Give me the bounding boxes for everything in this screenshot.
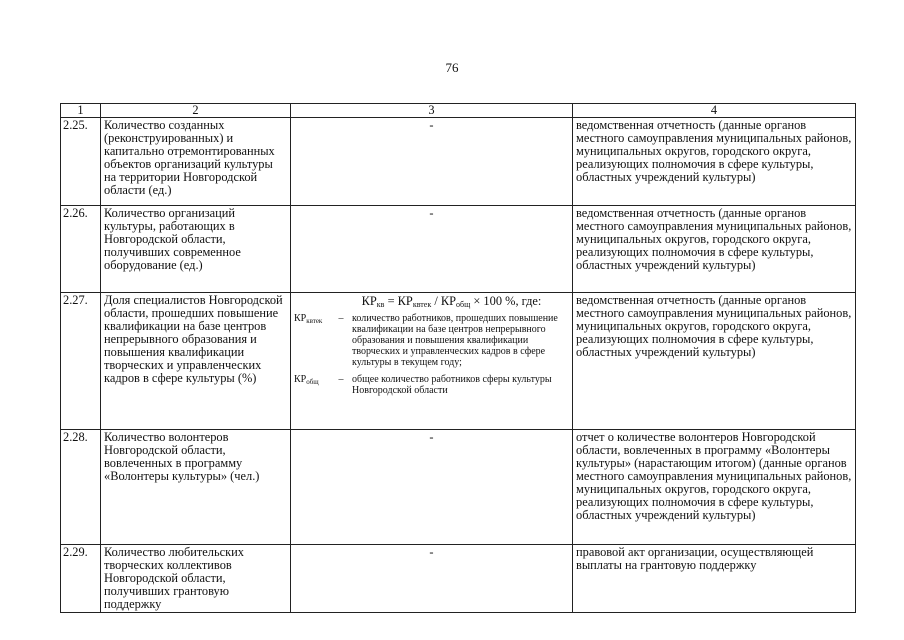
- formula-definition: [294, 313, 569, 368]
- indicator-name: Количество любительских творческих коллективов Новгородской области, получивших грантовую поддержку: [101, 545, 291, 613]
- data-source: ведомственная отчетность (данные органов местного самоуправления муниципальных районов, муниципальных округов, городского округа, реализующих полномочия в сфере культуры, областных учреждений культуры): [573, 293, 856, 430]
- formula-lhs: КР: [361, 294, 377, 308]
- indicator-table: [60, 103, 856, 613]
- table-header-row: [61, 104, 856, 118]
- definition-dash: –: [338, 313, 344, 324]
- definition-symbol: $КР_{квтек}$: [294, 313, 323, 325]
- header-col-3: 3: [291, 104, 573, 118]
- data-source: ведомственная отчетность (данные органов местного самоуправления муниципальных районов, муниципальных округов, городского округа, реализующих полномочия в сфере культуры, областных учреждений культуры): [573, 206, 856, 293]
- table-row: [61, 545, 856, 613]
- row-number: 2.25.: [61, 118, 101, 206]
- formula-tail: × 100 %, где:: [470, 294, 542, 308]
- definition-text: количество работников, прошедших повышение квалификации на базе центров непрерывного образования и повышения квалификации творческих и управленческих кадров в сфере культуры в текущем году;: [352, 313, 558, 368]
- header-col-1: 1: [61, 104, 101, 118]
- indicator-name: Количество волонтеров Новгородской области, вовлеченных в программу «Волонтеры культуры» (чел.): [101, 430, 291, 545]
- table-row: [61, 293, 856, 430]
- row-number: 2.29.: [61, 545, 101, 613]
- formula-b: КР: [440, 294, 457, 308]
- table-row: [61, 430, 856, 545]
- formula-div: /: [431, 294, 441, 308]
- data-source: ведомственная отчетность (данные органов местного самоуправления муниципальных районов, муниципальных округов, городского округа, реализующих полномочия в сфере культуры, областных учреждений культуры): [573, 118, 856, 206]
- indicator-name: Количество созданных (реконструированных) и капитально отремонтированных объектов организаций культуры на территории Новгородской области (ед.): [101, 118, 291, 206]
- row-number: 2.28.: [61, 430, 101, 545]
- calculation-method: -: [291, 206, 573, 293]
- calculation-method: [291, 293, 573, 430]
- indicator-name: Доля специалистов Новгородской области, прошедших повышение квалификации на базе центров непрерывного образования и повышения квалификации творческих и управленческих кадров в сфере культуры (%): [101, 293, 291, 430]
- table-row: [61, 206, 856, 293]
- page-number: 76: [445, 60, 459, 75]
- formula-a-sub: квтек: [412, 300, 432, 309]
- definition-symbol: $КР_{общ}$: [294, 374, 319, 386]
- header-col-2: 2: [101, 104, 291, 118]
- formula-a: КР: [397, 294, 413, 308]
- calculation-method: -: [291, 430, 573, 545]
- header-col-4: 4: [573, 104, 856, 118]
- table-row: [61, 118, 856, 206]
- formula: [334, 295, 569, 311]
- formula-eq: =: [384, 294, 398, 308]
- data-source: правовой акт организации, осуществляющей выплаты на грантовую поддержку: [573, 545, 856, 613]
- formula-definition: [294, 374, 569, 396]
- definition-dash: –: [338, 374, 344, 385]
- indicator-name: Количество организаций культуры, работающих в Новгородской области, получивших современное оборудование (ед.): [101, 206, 291, 293]
- formula-b-sub: общ: [456, 300, 471, 309]
- calculation-method: -: [291, 545, 573, 613]
- row-number: 2.26.: [61, 206, 101, 293]
- data-source: отчет о количестве волонтеров Новгородской области, вовлеченных в программу «Волонтеры культуры» (нарастающим итогом) (данные органов местного самоуправления муниципальных районов, муниципальных округов, городского округа, реализующих полномочия в сфере культуры, областных учреждений культуры): [573, 430, 856, 545]
- definition-text: общее количество работников сферы культуры Новгородской области: [352, 374, 552, 396]
- calculation-method: -: [291, 118, 573, 206]
- formula-lhs-sub: кв: [376, 300, 385, 309]
- row-number: 2.27.: [61, 293, 101, 430]
